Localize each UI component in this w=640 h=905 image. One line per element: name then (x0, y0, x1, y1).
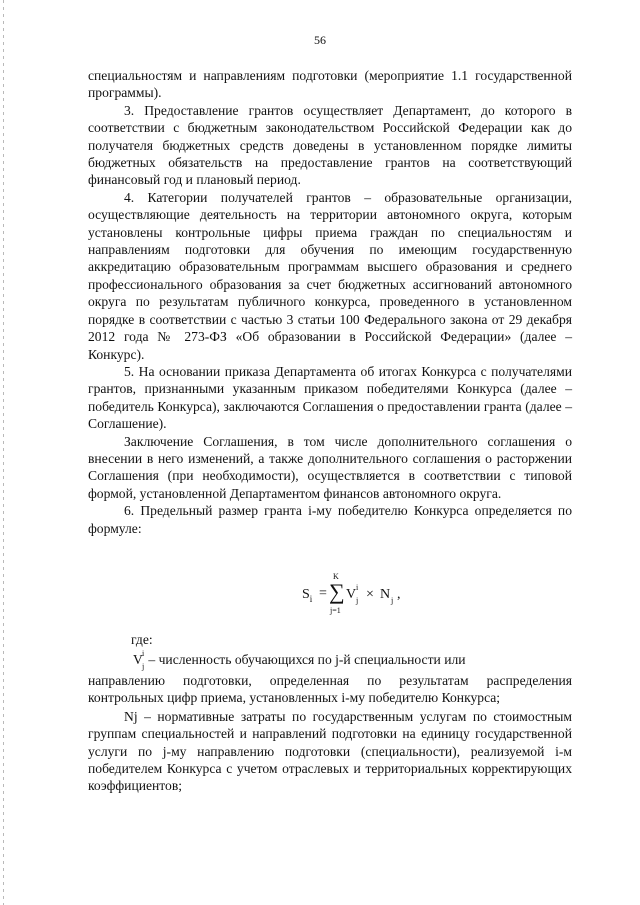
formula-n: N (380, 587, 391, 602)
definition-v-first-line (88, 648, 572, 672)
formula-sum-bottom: j=1 (330, 606, 341, 615)
formula-n-sub: j (391, 596, 394, 605)
formula-v-sup: i (356, 583, 359, 592)
paragraph-4: 4. Категории получателей грантов – образовательные организации, осуществляющие деятельность на территории автономного округа, которым установлены контрольные цифры приема граждан по специальностям и направлениям подготовки для обучения по имеющим государственную аккредитацию образовательным программам высшего образования и среднего профессионального образования за счет бюджетных ассигнований автономного округа по результатам публичного конкурса, проведенного в установленном порядке в соответствии с частью 3 статьи 100 Федерального закона от 29 декабря 2012 года № 273-ФЗ «Об образовании в Российской Федерации» (далее – Конкурс). (88, 189, 572, 362)
paragraph-agreement: Заключение Соглашения, в том числе дополнительного соглашения о внесении в него изменений, а также дополнительного соглашения о расторжении Соглашения (при необходимости), осуществляется в соответствии с типовой формой, установленной Департаментом финансов автономного округа. (88, 433, 572, 501)
definition-n: Nj – нормативные затраты по государственным услугам по стоимостным группам специальностей и направлений подготовки на единицу государственной услуги по j-му направлению подготовки (специальности), реализуемой i-м победителем Конкурса с учетом отраслевых и территориальных корректирующих коэффициентов; (88, 708, 572, 794)
paragraph-3: 3. Предоставление грантов осуществляет Департамент, до которого в соответствии с бюджетным законодательством Российской Федерации как до получателя бюджетных средств доведены в установленном порядке лимиты бюджетных обязательств на предоставление грантов на соответствующий финансовый год и плановый период. (88, 102, 572, 188)
formula-times: × (366, 587, 374, 602)
formula-v: V (346, 587, 357, 602)
sum-icon: ∑ (329, 579, 345, 604)
formula-comma: , (397, 587, 401, 602)
definition-v-text: – численность обучающихся по j-й специальности или (145, 652, 466, 667)
definition-v-continuation: направлению подготовки, определенная по результатам распределения контрольных цифр приема, установленных i-му победителю Конкурса; (88, 673, 572, 706)
page-number: 56 (314, 33, 326, 47)
paragraph-5: 5. На основании приказа Департамента об итогах Конкурса с получателями грантов, признанными указанным приказом победителями Конкурса (далее – победитель Конкурса), заключаются Соглашения о предоставлении гранта (далее – Соглашение). (88, 363, 572, 432)
definition-v-symbol: V i j (133, 649, 145, 671)
formula-s: $S_i$ (302, 587, 313, 604)
formula-v-sub: j (356, 596, 359, 605)
formula-sum-top: K (333, 572, 339, 581)
where-label: где: (131, 632, 153, 647)
definitions-block (88, 648, 572, 795)
formula-equals: = (319, 586, 327, 601)
grant-formula (0, 572, 640, 622)
scan-edge-line (3, 0, 4, 905)
paragraph-continuation: специальностям и направлениям подготовки (мероприятие 1.1 государственной программы). (88, 68, 572, 101)
paragraph-6: 6. Предельный размер гранта i-му победителю Конкурса определяется по формуле: (88, 503, 572, 536)
body-text-top (88, 67, 572, 537)
